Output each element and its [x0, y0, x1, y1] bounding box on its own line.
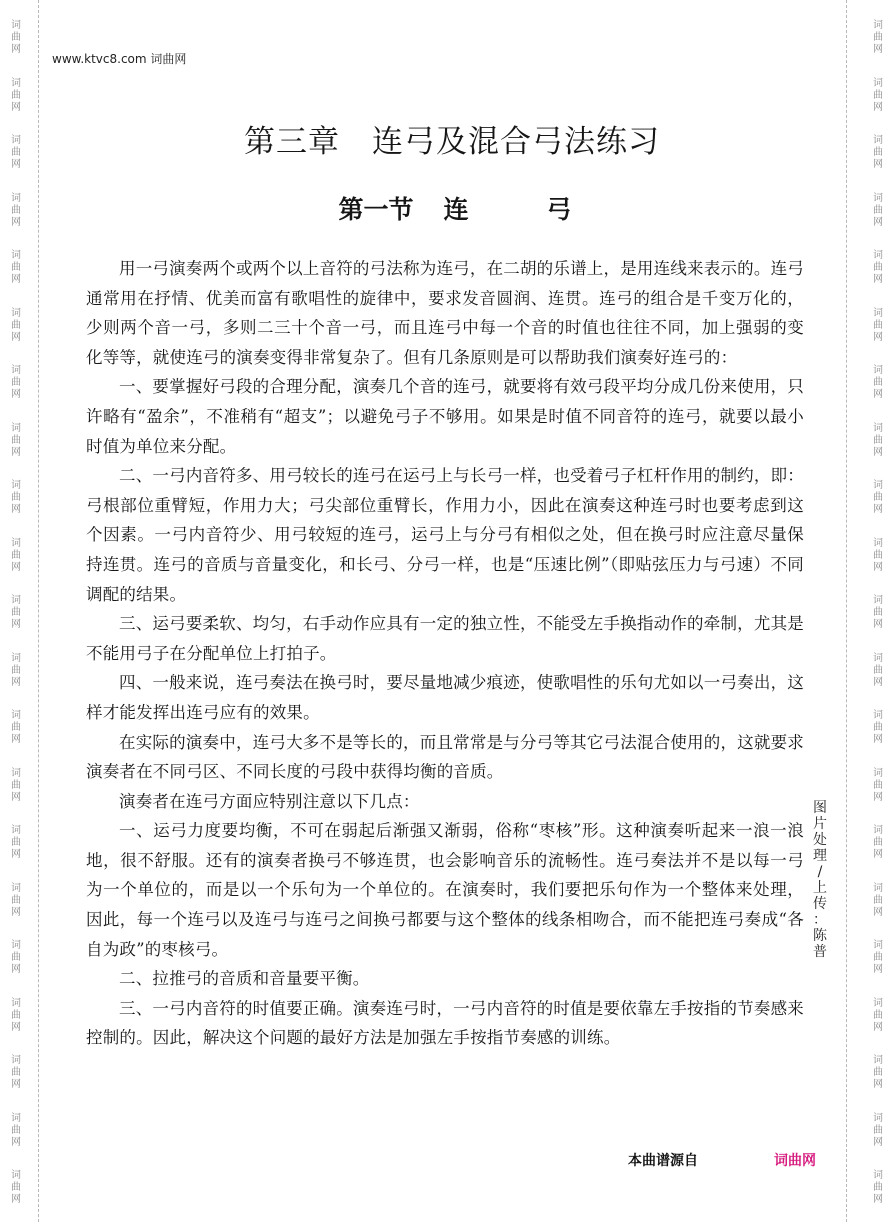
watermark-text: 词 曲 网 — [11, 652, 21, 688]
credit-char: 图 — [813, 800, 827, 816]
credit-char: 传 — [813, 896, 827, 912]
credit-char: 普 — [813, 944, 827, 960]
brand-link[interactable]: 词曲网 — [774, 1153, 816, 1169]
watermark-text: 词 曲 网 — [873, 1055, 883, 1090]
watermark-text: 词 曲 网 — [873, 365, 883, 400]
paragraph-principle-2: 二、一弓内音符多、用弓较长的连弓在运弓上与长弓一样，也受着弓子杠杆作用的制约，即：弓根部位重臂短，作用力大；弓尖部位重臂长，作用力小，因此在演奏这种连弓时也要考虑到这个因素。一弓内音符少、用弓较短的连弓，运弓上与分弓有相似之处，但在换弓时应注意尽量保持连贯。连弓的音质与音量变化，和长弓、分弓一样，也是“压速比例”（即贴弦压力与弓速）不同调配的结果。 — [86, 466, 804, 604]
paragraph-principle-3: 三、运弓要柔软、均匀，右手动作应具有一定的独立性，不能受左手换指动作的牵制，尤其是不能用弓子在分配单位上打拍子。 — [86, 614, 804, 663]
watermark-text: 词 曲 网 — [873, 1170, 883, 1205]
watermark-text: 词 曲 网 — [11, 710, 21, 745]
paragraph-attention: 演奏者在连弓方面应特别注意以下几点： — [119, 791, 420, 811]
watermark-text: 词 曲 网 — [11, 135, 21, 170]
paragraph-principle-1: 一、要掌握好弓段的合理分配，演奏几个音的连弓，就要将有效弓段平均分成几份来使用，只许略有“盈余”，不准稍有“超支”；以避免弓子不够用。如果是时值不同音符的连弓，就要以最小时值为单位来分配。 — [86, 377, 804, 456]
paragraph-principle-4: 四、一般来说，连弓奏法在换弓时，要尽量地减少痕迹，使歌唱性的乐句尤如以一弓奏出，这样才能发挥出连弓应有的效果。 — [86, 673, 804, 722]
side-credit — [808, 800, 832, 960]
watermark-text: 词 曲 网 — [11, 365, 21, 400]
watermark-text: 词 曲 网 — [873, 652, 883, 688]
watermark-text: 词 曲 网 — [873, 767, 883, 803]
watermark-text: 词 曲 网 — [873, 250, 883, 285]
paragraph-practice: 在实际的演奏中，连弓大多不是等长的，而且常常是与分弓等其它弓法混合使用的，这就要求演奏者在不同弓区、不同长度的弓段中获得均衡的音质。 — [86, 732, 804, 782]
paragraph-point-1: 一、运弓力度要均衡，不可在弱起后渐强又渐弱，俗称“枣核”形。这种演奏听起来一浪一浪地，很不舒服。还有的演奏者换弓不够连贯，也会影响音乐的流畅性。连弓奏法并不是以每一弓为一个单位的，而是以一个乐句为一个单位的。在演奏时，我们要把乐句作为一个整体来处理，因此，每一个连弓以及连弓与连弓之间换弓都要与这个整体的线条相吻合，而不能把连弓奏成“各自为政”的枣核弓。 — [86, 821, 804, 959]
watermark-text: 词 曲 网 — [11, 20, 21, 55]
watermark-text: 词 曲 网 — [11, 595, 21, 630]
watermark-text: 词 曲 网 — [11, 825, 21, 860]
watermark-text: 词 曲 网 — [873, 77, 883, 113]
watermark-text: 词 曲 网 — [873, 537, 883, 573]
watermark-text: 词 曲 网 — [11, 882, 21, 918]
watermark-text: 词 曲 网 — [873, 307, 883, 343]
site-url-header[interactable]: www.ktvc8.com 词曲网 — [52, 52, 187, 66]
paragraph-point-2: 二、拉推弓的音质和音量要平衡。 — [119, 969, 370, 989]
watermark-text: 词 曲 网 — [873, 135, 883, 170]
watermark-text: 词 曲 网 — [873, 825, 883, 860]
watermark-text: 词 曲 网 — [873, 192, 883, 228]
watermark-text: 词 曲 网 — [11, 77, 21, 113]
watermark-text: 词 曲 网 — [11, 1170, 21, 1205]
watermark-text: 词 曲 网 — [873, 20, 883, 55]
watermark-text: 词 曲 网 — [11, 1055, 21, 1090]
credit-char: 理 — [813, 848, 827, 864]
right-dashed-margin-line — [846, 0, 847, 1222]
watermark-text: 词 曲 网 — [11, 997, 21, 1033]
watermark-text: 词 曲 网 — [873, 882, 883, 918]
credit-char: 上 — [813, 880, 827, 896]
section-word-1: 连 — [443, 195, 469, 224]
watermark-text: 词 曲 网 — [873, 595, 883, 630]
watermark-text: 词 曲 网 — [873, 1112, 883, 1148]
section-title — [0, 190, 894, 226]
watermark-text: 词 曲 网 — [873, 940, 883, 975]
left-dashed-margin-line — [38, 0, 39, 1222]
body-text — [86, 254, 804, 1053]
watermark-text: 词 曲 网 — [11, 940, 21, 975]
watermark-text: 词 曲 网 — [873, 997, 883, 1033]
chapter-title: 第三章 连弓及混合弓法练习 — [244, 124, 660, 160]
watermark-text: 词 曲 网 — [11, 192, 21, 228]
credit-char: 陈 — [813, 928, 827, 944]
watermark-text: 词 曲 网 — [11, 767, 21, 803]
credit-char: 片 — [813, 816, 827, 832]
watermark-text: 词 曲 网 — [873, 710, 883, 745]
watermark-text: 词 曲 网 — [11, 537, 21, 573]
credit-char: ： — [813, 912, 827, 928]
source-label: 本曲谱源自 — [628, 1153, 698, 1169]
watermark-text: 词 曲 网 — [11, 480, 21, 515]
paragraph-intro: 用一弓演奏两个或两个以上音符的弓法称为连弓，在二胡的乐谱上，是用连线来表示的。连弓通常用在抒情、优美而富有歌唱性的旋律中，要求发音圆润、连贯。连弓的组合是千变万化的，少则两个音一弓，多则二三十个音一弓，而且连弓中每一个音的时值也往往不同，加上强弱的变化等等，就使连弓的演奏变得非常复杂了。但有几条原则是可以帮助我们演奏好连弓的： — [86, 259, 804, 367]
watermark-text: 词 曲 网 — [11, 1112, 21, 1148]
watermark-text: 词 曲 网 — [873, 480, 883, 515]
credit-char: / — [817, 864, 823, 880]
paragraph-point-3: 三、一弓内音符的时值要正确。演奏连弓时，一弓内音符的时值是要依靠左手按指的节奏感来控制的。因此，解决这个问题的最好方法是加强左手按指节奏感的训练。 — [86, 998, 804, 1048]
watermark-text: 词 曲 网 — [11, 250, 21, 285]
credit-char: 处 — [813, 832, 827, 848]
section-word-2: 弓 — [546, 195, 572, 224]
watermark-text: 词 曲 网 — [11, 422, 21, 458]
watermark-text: 词 曲 网 — [873, 422, 883, 458]
section-number: 第一节 — [338, 195, 414, 224]
watermark-text: 词 曲 网 — [11, 307, 21, 343]
